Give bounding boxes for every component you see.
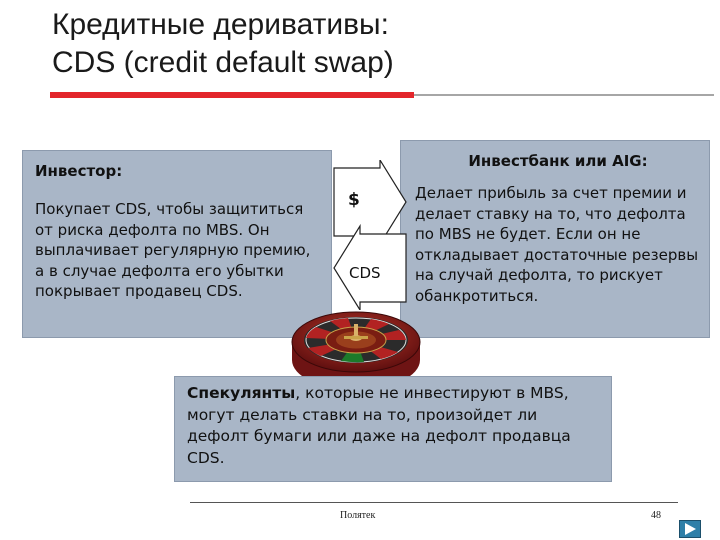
title-line-1: Кредитные деривативы: [52,8,389,41]
bank-box [400,140,710,338]
speculators-text: , которые не инвестируют в MBS, могут делать ставки на то, произойдет ли дефолт бумаги или даже на дефолт продавца CDS. [187,384,571,467]
slide-title [52,6,692,82]
footer-rule [190,502,678,503]
speculators-box [174,376,612,482]
page-number: 48 [651,510,661,521]
bank-heading [415,151,701,171]
bank-text: Делает прибыль за счет премии и делает ставку на то, что дефолта по MBS не будет. Если он не откладывает достаточные резервы на случай дефолта, то рискует обанкротиться. [415,184,699,305]
investor-heading [35,161,323,181]
premium-label: $ [348,190,360,210]
flow-arrows [330,160,410,310]
protection-label: CDS [349,264,381,282]
title-rule [414,94,714,96]
title-line-2: CDS (credit default swap) [52,46,394,79]
footer-text: Полятек [340,510,376,521]
investor-text: Покупает CDS, чтобы защититься от риска дефолта по MBS. Он выплачивает регулярную премию, а в случае дефолта его убытки покрывает продавец CDS. [35,200,311,300]
speculators-heading: Спекулянты [187,384,296,402]
premium-arrow [334,160,406,244]
bank-heading-text: Инвестбанк или AIG: [468,152,648,170]
title-rule-accent [50,92,414,98]
investor-heading-text: Инвестор: [35,162,123,180]
next-slide-icon[interactable] [679,520,701,538]
